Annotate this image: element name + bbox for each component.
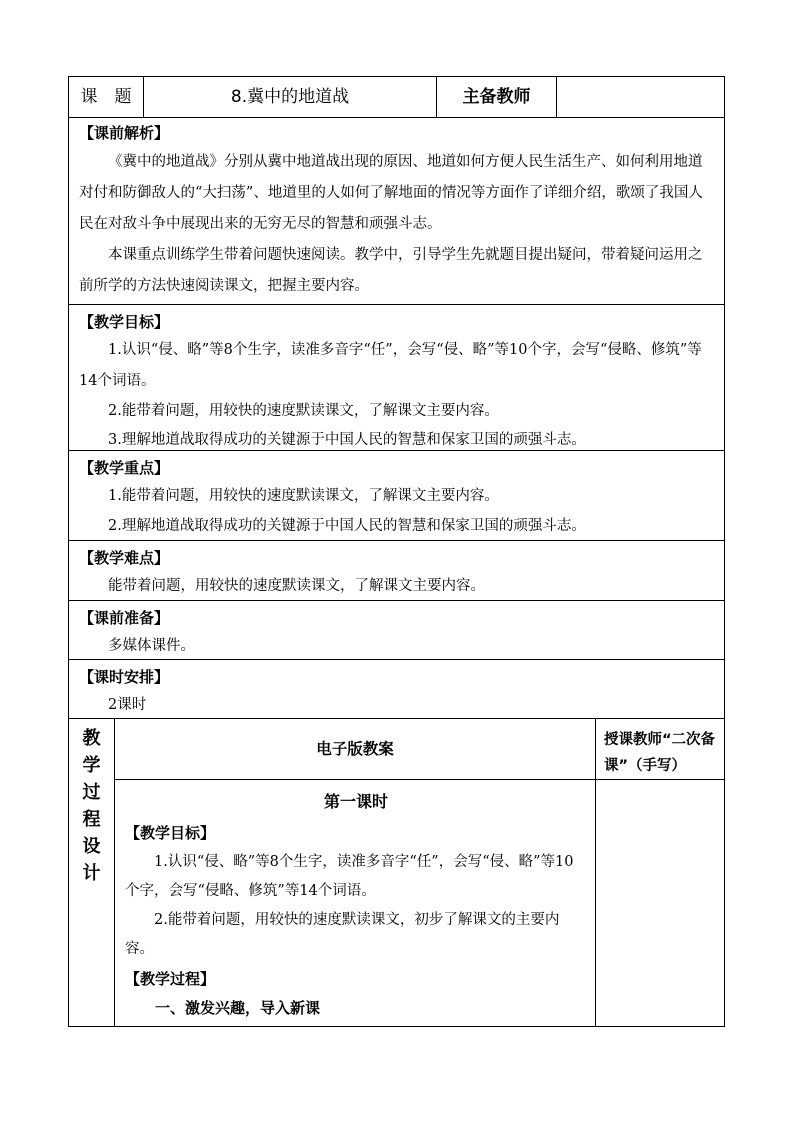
process-section bbox=[68, 718, 725, 1027]
schedule-item-1: 2课时 bbox=[108, 697, 147, 713]
key-points-item-1: 1.能带着问题，用较快的速度默读课文，了解课文主要内容。 bbox=[108, 488, 499, 504]
section-analysis bbox=[68, 117, 725, 305]
section-preparation bbox=[68, 600, 725, 660]
goals-item-1: 1.认识“侵、略”等8个生字，读准多音字“任”，会写“侵、略”等10个字，会写“侵略、修筑”等14个词语。 bbox=[79, 342, 702, 389]
handwritten-body bbox=[596, 780, 724, 1026]
lesson-goal-heading: 【教学目标】 bbox=[125, 824, 216, 842]
key-points-item-2: 2.理解地道战取得成功的关键源于中国人民的智慧和保家卫国的顽强斗志。 bbox=[108, 518, 586, 534]
electronic-plan-label: 电子版教案 bbox=[316, 740, 394, 758]
teacher-label: 主备教师 bbox=[437, 77, 557, 117]
side-char-2: 学 bbox=[82, 755, 101, 776]
analysis-heading: 【课前解析】 bbox=[79, 124, 170, 142]
process-side-label bbox=[69, 719, 115, 1026]
difficulties-item-1: 能带着问题，用较快的速度默读课文，了解课文主要内容。 bbox=[108, 578, 485, 594]
lesson-goal-1: 1.认识“侵、略”等8个生字，读准多音字“任”，会写“侵、略”等10个字，会写“侵略、修筑”等14个词语。 bbox=[125, 854, 574, 899]
subject-label: 课 题 bbox=[69, 77, 144, 117]
side-char-6: 计 bbox=[82, 863, 101, 884]
teacher-value bbox=[557, 77, 724, 117]
section-goals bbox=[68, 304, 725, 451]
preparation-item-1: 多媒体课件。 bbox=[108, 638, 195, 654]
section-schedule bbox=[68, 659, 725, 719]
analysis-paragraph-1: 《冀中的地道战》分别从冀中地道战出现的原因、地道如何方便人民生活生产、如何利用地道对付和防御敌人的“大扫荡”、地道里的人如何了解地面的情况等方面作了详细介绍，歌颂了我国人民在对敌斗争中展现出来的无穷无尽的智慧和顽强斗志。 bbox=[79, 154, 703, 232]
goals-heading: 【教学目标】 bbox=[79, 313, 170, 331]
side-char-3: 过 bbox=[82, 782, 101, 803]
electronic-plan-body bbox=[115, 780, 596, 1026]
schedule-heading: 【课时安排】 bbox=[79, 668, 170, 686]
goals-item-2: 2.能带着问题，用较快的速度默读课文，了解课文主要内容。 bbox=[108, 403, 499, 419]
electronic-plan-header bbox=[115, 719, 596, 780]
section-difficulties bbox=[68, 540, 725, 601]
key-points-heading: 【教学重点】 bbox=[79, 459, 170, 477]
side-char-1: 教 bbox=[82, 728, 101, 749]
header-row bbox=[68, 76, 725, 118]
lesson-title: 8.冀中的地道战 bbox=[144, 77, 437, 117]
side-char-4: 程 bbox=[82, 809, 101, 830]
side-char-5: 设 bbox=[82, 836, 101, 857]
lesson-process-heading: 【教学过程】 bbox=[125, 970, 216, 988]
lesson-goal-2: 2.能带着问题，用较快的速度默读课文，初步了解课文的主要内容。 bbox=[125, 912, 560, 957]
handwritten-label: 授课教师“二次备课”（手写） bbox=[604, 732, 716, 774]
handwritten-header bbox=[596, 719, 724, 780]
lesson-heading: 第一课时 bbox=[323, 792, 388, 811]
analysis-paragraph-2: 本课重点训练学生带着问题快速阅读。教学中，引导学生先就题目提出疑问，带着疑问运用之前所学的方法快速阅读课文，把握主要内容。 bbox=[79, 247, 703, 294]
goals-item-3: 3.理解地道战取得成功的关键源于中国人民的智慧和保家卫国的顽强斗志。 bbox=[108, 432, 586, 448]
section-key-points bbox=[68, 450, 725, 541]
difficulties-heading: 【教学难点】 bbox=[79, 549, 170, 567]
preparation-heading: 【课前准备】 bbox=[79, 609, 170, 627]
lesson-step-1: 一、激发兴趣，导入新课 bbox=[155, 999, 321, 1017]
